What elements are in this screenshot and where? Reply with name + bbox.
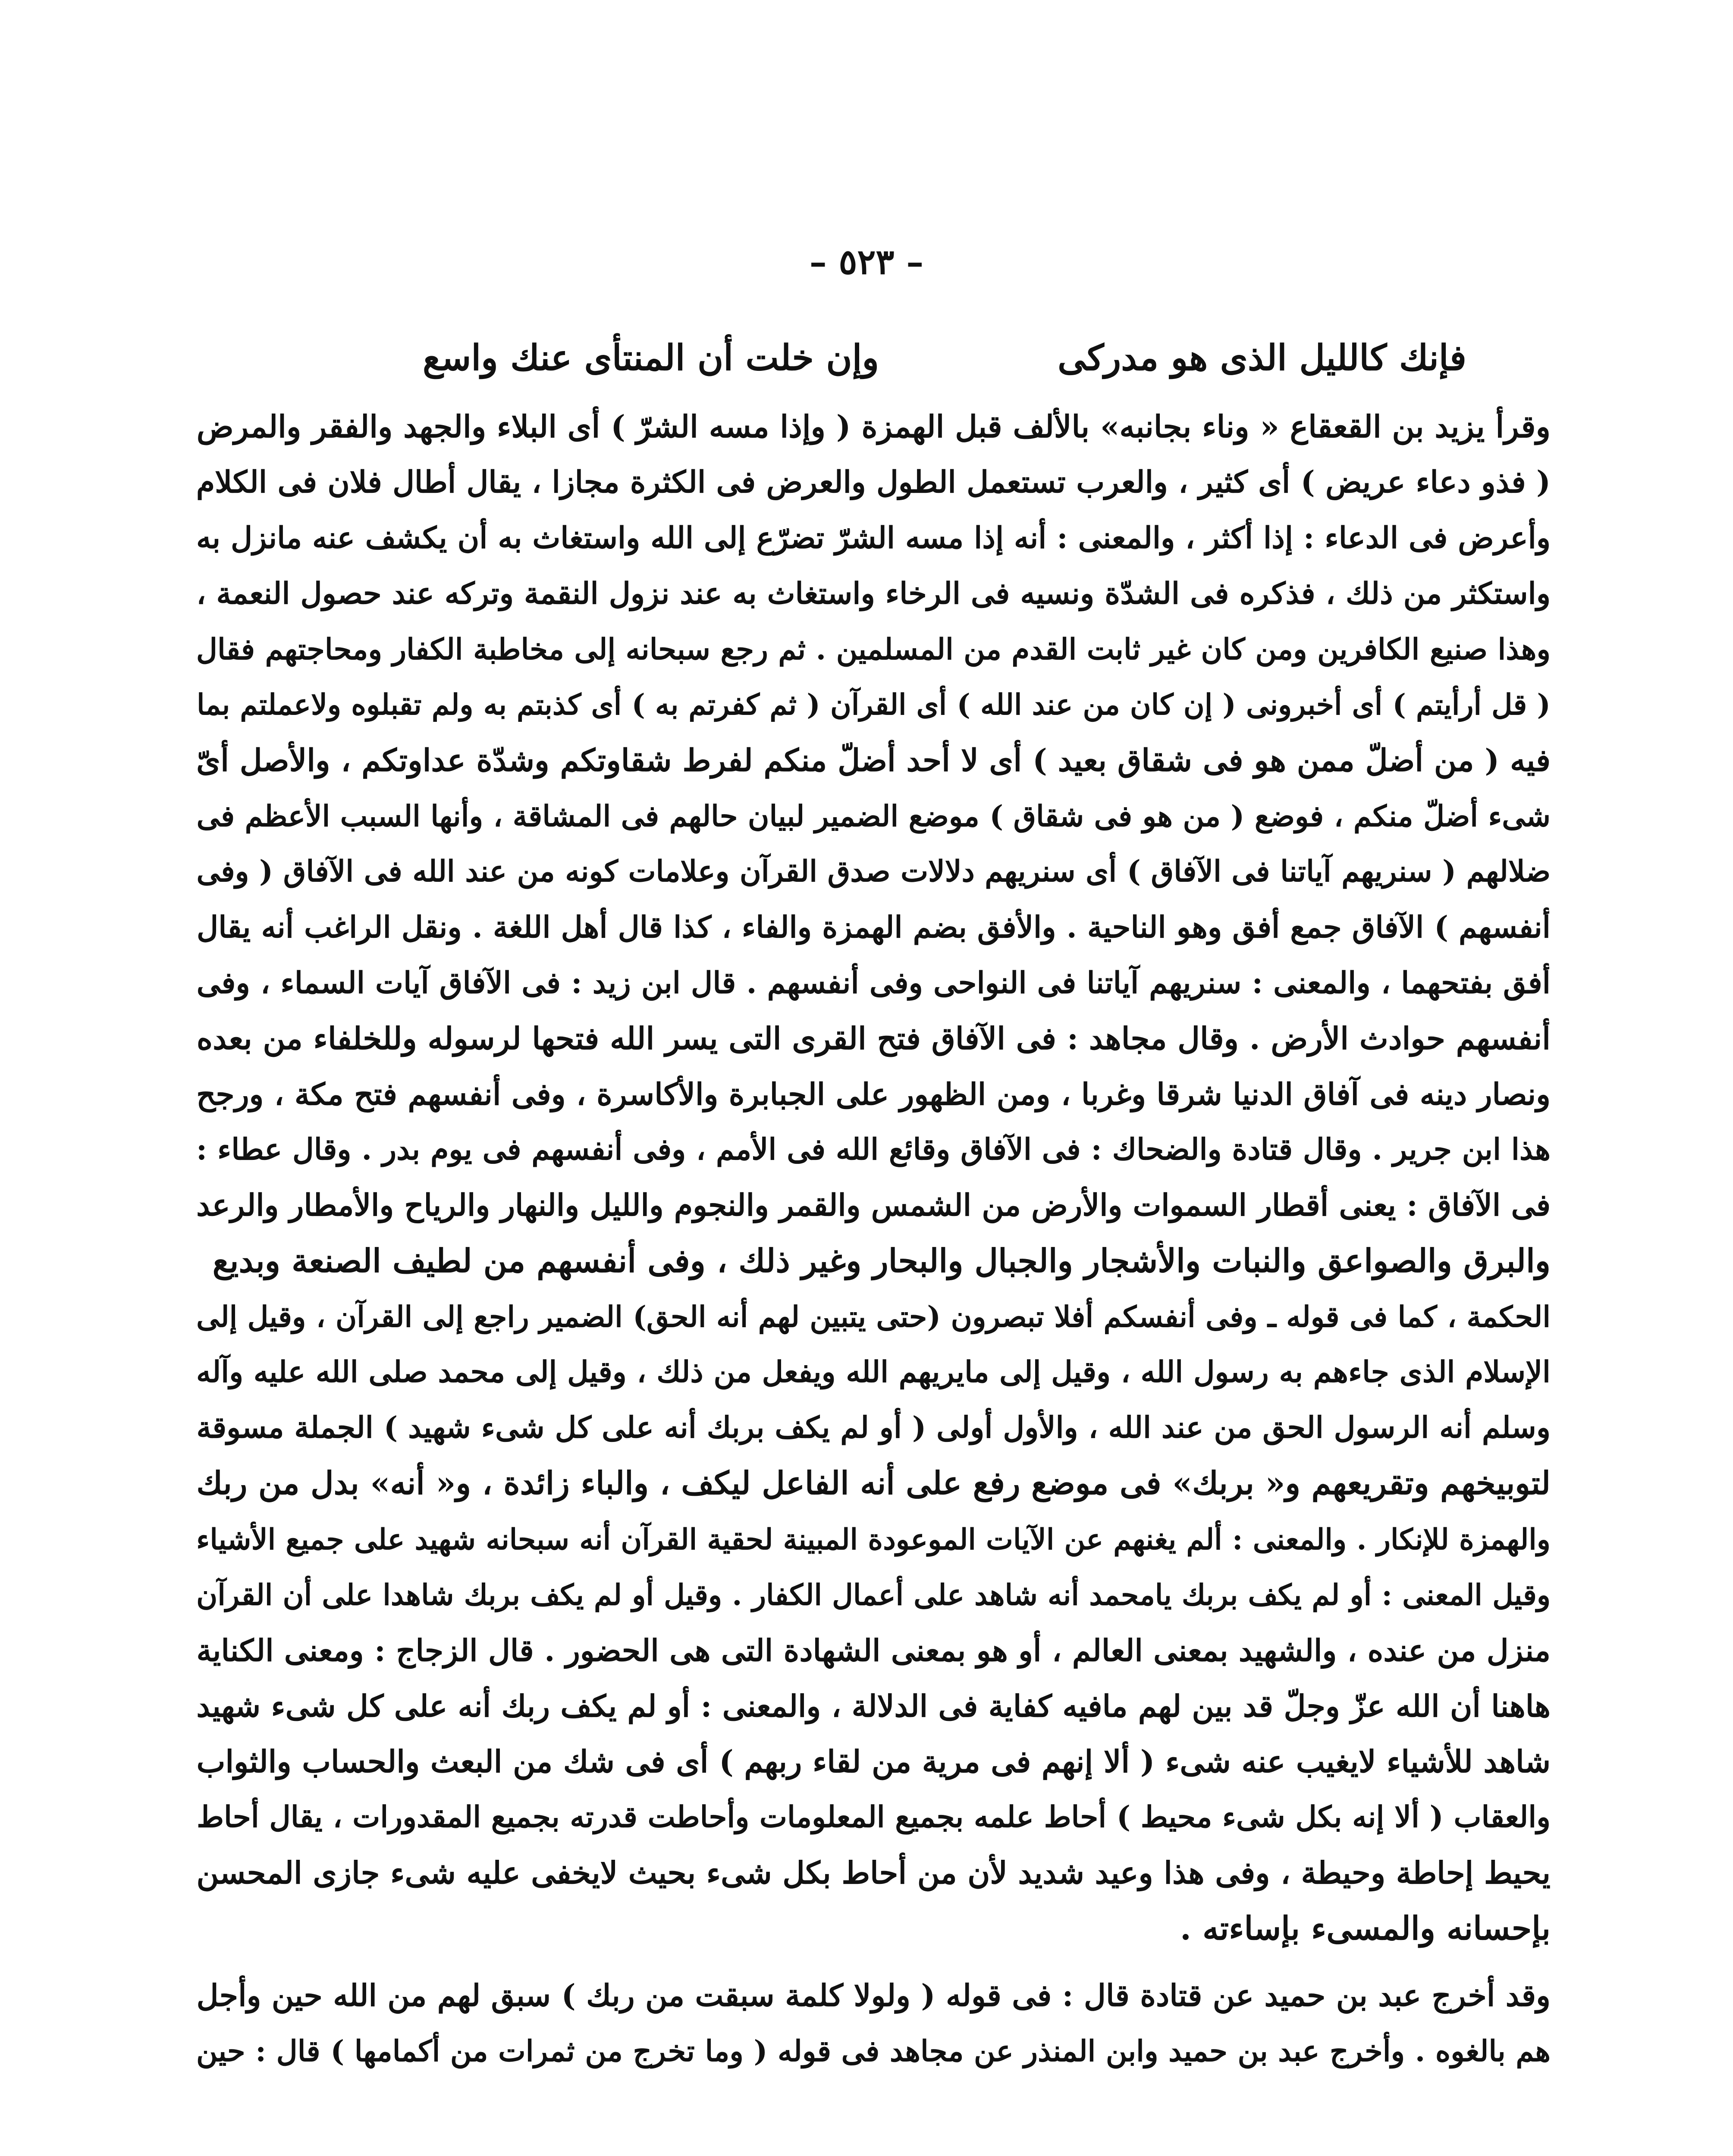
commentary-text [196,399,1551,2079]
text-line: هاهنا أن الله عزّ وجلّ قد بين لهم مافيه كفاية فى الدلالة ، والمعنى : أو لم يكف ربك أنه على كل شىء شهيد [196,1688,1551,1724]
text-line: بإحسانه والمسىء بإساءته . [1180,1909,1551,1947]
text-line: ضلالهم ( سنريهم آياتنا فى الآفاق ) أى سنريهم دلالات صدق القرآن وعلامات كونه من عند الله فى الآفاق ( وفى [196,854,1551,889]
text-line: منزل من عنده ، والشهيد بمعنى العالم ، أو هو بمعنى الشهادة التى هى الحضور . قال الزجاج : ومعنى الكناية [196,1633,1551,1668]
text-line: ( فذو دعاء عريض ) أى كثير ، والعرب تستعمل الطول والعرض فى الكثرة مجازا ، يقال أطال فلان فى الكلام [196,464,1551,500]
text-line: أفق بفتحهما ، والمعنى : سنريهم آياتنا فى النواحى وفى أنفسهم . قال ابن زيد : فى الآفاق آيات السماء ، وفى [196,965,1551,1000]
text-line: واستكثر من ذلك ، فذكره فى الشدّة ونسيه فى الرخاء واستغاث به عند نزول النقمة وتركه عند حصول النعمة ، [196,576,1551,611]
text-line: وهذا صنيع الكافرين ومن كان غير ثابت القدم من المسلمين . ثم رجع سبحانه إلى مخاطبة الكفار ومحاجتهم فقال [196,632,1551,666]
verse-second-hemistich: وإن خلت أن المنتأى عنك واسع [423,337,879,379]
text-line: وسلم أنه الرسول الحق من عند الله ، والأول أولى ( أو لم يكف بربك أنه على كل شىء شهيد ) الجملة مسوقة [196,1410,1551,1445]
text-line: ونصار دينه فى آفاق الدنيا شرقا وغربا ، ومن الظهور على الجبابرة والأكاسرة ، وفى أنفسهم فتح مكة ، ورجح [196,1076,1551,1112]
text-line: يحيط إحاطة وحيطة ، وفى هذا وعيد شديد لأن من أحاط بكل شىء بحيث لايخفى عليه شىء جازى المحسن [196,1855,1551,1891]
text-line: لتوبيخهم وتقريعهم و« بربك» فى موضع رفع على أنه الفاعل ليكف ، والباء زائدة ، و« أنه» بدل من ربك [196,1465,1551,1502]
text-line: وقرأ يزيد بن القعقاع « وناء بجانبه» بالألف قبل الهمزة ( وإذا مسه الشرّ ) أى البلاء والجهد والفقر والمرض [196,408,1551,445]
text-line: والعقاب ( ألا إنه بكل شىء محيط ) أحاط علمه بجميع المعلومات وأحاطت قدرته بجميع المقدورات ، يقال أحاط [197,1800,1551,1834]
text-line: وأعرض فى الدعاء : إذا أكثر ، والمعنى : أنه إذا مسه الشرّ تضرّع إلى الله واستغاث به أن يكشف عنه مانزل به [196,520,1551,555]
text-line: أنفسهم ) الآفاق جمع أفق وهو الناحية . والأفق بضم الهمزة والفاء ، كذا قال أهل اللغة . ونقل الراغب أنه يقال [197,910,1551,945]
page-number: – ٥٢٣ – [809,241,924,282]
text-line: والهمزة للإنكار . والمعنى : ألم يغنهم عن الآيات الموعودة المبينة لحقية القرآن أنه سبحانه شهيد على جميع الأشياء [196,1522,1551,1556]
poetry-verse [423,332,1466,384]
text-line: والبرق والصواعق والنبات والأشجار والجبال والبحار وغير ذلك ، وفى أنفسهم من لطيف الصنعة وبديع [212,1242,1551,1280]
text-line: وقيل المعنى : أو لم يكف بربك يامحمد أنه شاهد على أعمال الكفار . وقيل أو لم يكف بربك شاهدا على أن القرآن [196,1578,1551,1612]
paragraph-1 [196,399,1551,1956]
text-line: أنفسهم حوادث الأرض . وقال مجاهد : فى الآفاق فتح القرى التى يسر الله فتحها لرسوله وللخلفاء من بعده [196,1020,1551,1056]
paragraph-gap [196,1956,1551,1968]
verse-first-hemistich: فإنك كالليل الذى هو مدركى [1058,337,1466,379]
paragraph-2 [196,1968,1551,2079]
text-line: هم بالغوه . وأخرج عبد بن حميد وابن المنذر عن مجاهد فى قوله ( وما تخرج من ثمرات من أكمامها ) قال : حين [196,2034,1551,2068]
text-line: الحكمة ، كما فى قوله ـ وفى أنفسكم أفلا تبصرون (حتى يتبين لهم أنه الحق) الضمير راجع إلى القرآن ، وقيل إلى [196,1300,1551,1334]
text-line: شىء أضلّ منكم ، فوضع ( من هو فى شقاق ) موضع الضمير لبيان حالهم فى المشاقة ، وأنها السبب الأعظم فى [196,799,1551,833]
text-line: شاهد للأشياء لايغيب عنه شىء ( ألا إنهم فى مرية من لقاء ربهم ) أى فى شك من البعث والحساب والثواب [196,1743,1551,1780]
text-line: هذا ابن جرير . وقال قتادة والضحاك : فى الآفاق وقائع الله فى الأمم ، وفى أنفسهم فى يوم بدر . وقال عطاء : [196,1132,1551,1167]
text-line: فى الآفاق : يعنى أقطار السموات والأرض من الشمس والقمر والنجوم والليل والنهار والرياح والأمطار والرعد [196,1188,1551,1223]
text-line: الإسلام الذى جاءهم به رسول الله ، وقيل إلى مايريهم الله ويفعل من ذلك ، وقيل إلى محمد صلى الله عليه وآله [196,1355,1551,1389]
text-line: ( قل أرأيتم ) أى أخبرونى ( إن كان من عند الله ) أى القرآن ( ثم كفرتم به ) أى كذبتم به ولم تقبلوه ولاعملتم بما [197,688,1551,721]
text-line: وقد أخرج عبد بن حميد عن قتادة قال : فى قوله ( ولولا كلمة سبقت من ربك ) سبق لهم من الله حين وأجل [196,1977,1551,2013]
text-line: فيه ( من أضلّ ممن هو فى شقاق بعيد ) أى لا أحد أضلّ منكم لفرط شقاوتكم وشدّة عداوتكم ، والأصل أىّ [196,742,1551,778]
